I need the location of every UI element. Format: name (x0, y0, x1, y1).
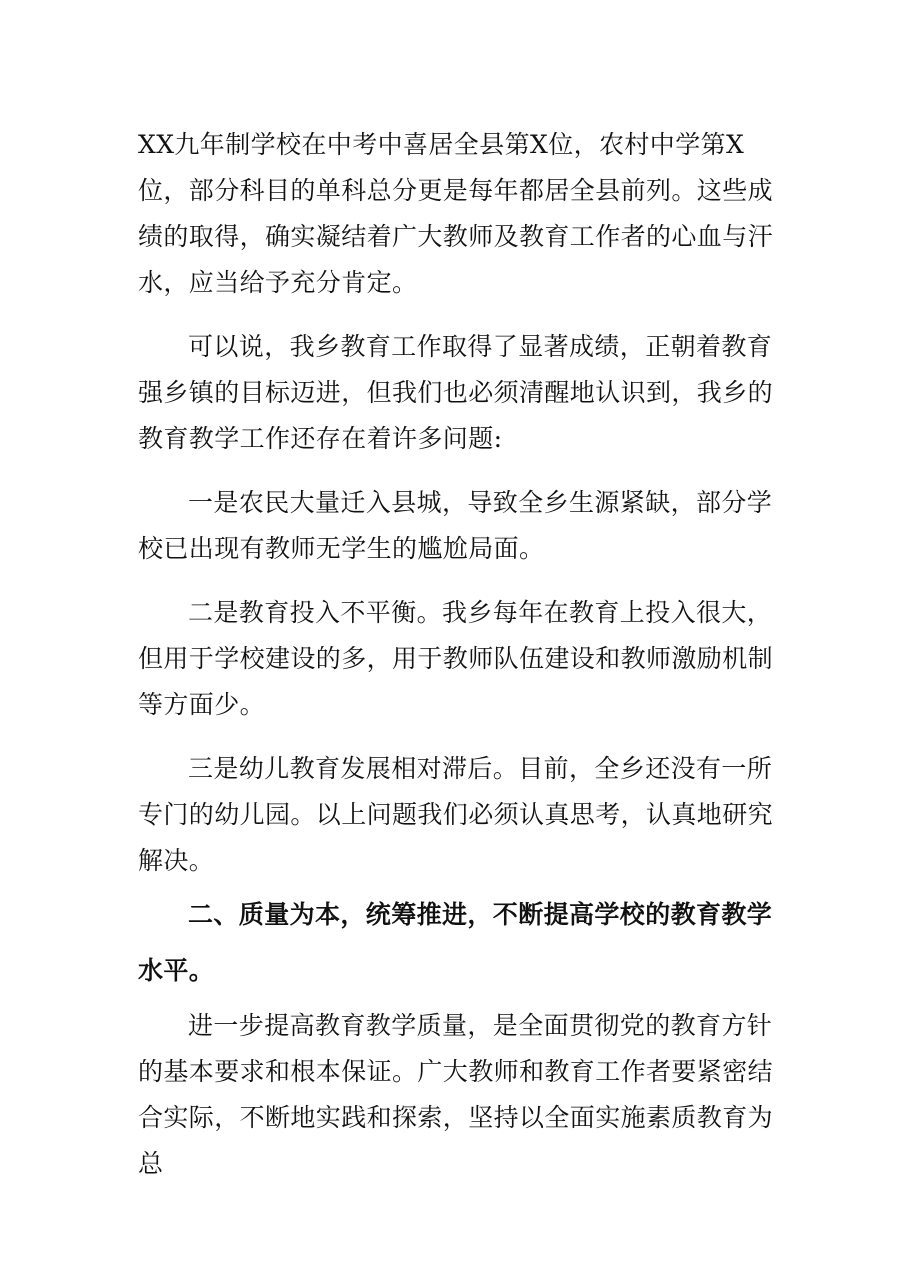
section-heading: 二、质量为本，统筹推进，不断提高学校的教育教学水平。 (138, 900, 773, 985)
paragraph-quality: 进一步提高教育教学质量，是全面贯彻党的教育方针的基本要求和根本保证。广大教师和教育工作者要紧密结合实际，不断地实践和探索，坚持以全面实施素质教育为总 (138, 1011, 774, 1178)
paragraph-problems-intro: 可以说，我乡教育工作取得了显著成绩，正朝着教育强乡镇的目标迈进，但我们也必须清醒地认识到，我乡的教育教学工作还存在着许多问题: (138, 332, 774, 453)
paragraph-problem-three: 三是幼儿教育发展相对滞后。目前，全乡还没有一所专门的幼儿园。以上问题我们必须认真思考，认真地研究解决。 (138, 754, 774, 875)
paragraph-problem-one: 一是农民大量迁入县城，导致全乡生源紧缺，部分学校已出现有教师无学生的尴尬局面。 (138, 488, 773, 563)
paragraph-problem-two: 二是教育投入不平衡。我乡每年在教育上投入很大，但用于学校建设的多，用于教师队伍建设和教师激励机制等方面少。 (138, 598, 774, 719)
paragraph-exam-results: XX九年制学校在中考中喜居全县第X位，农村中学第X位，部分科目的单科总分更是每年都居全县前列。这些成绩的取得，确实凝结着广大教师及教育工作者的心血与汗水，应当给予充分肯定。 (138, 130, 774, 297)
